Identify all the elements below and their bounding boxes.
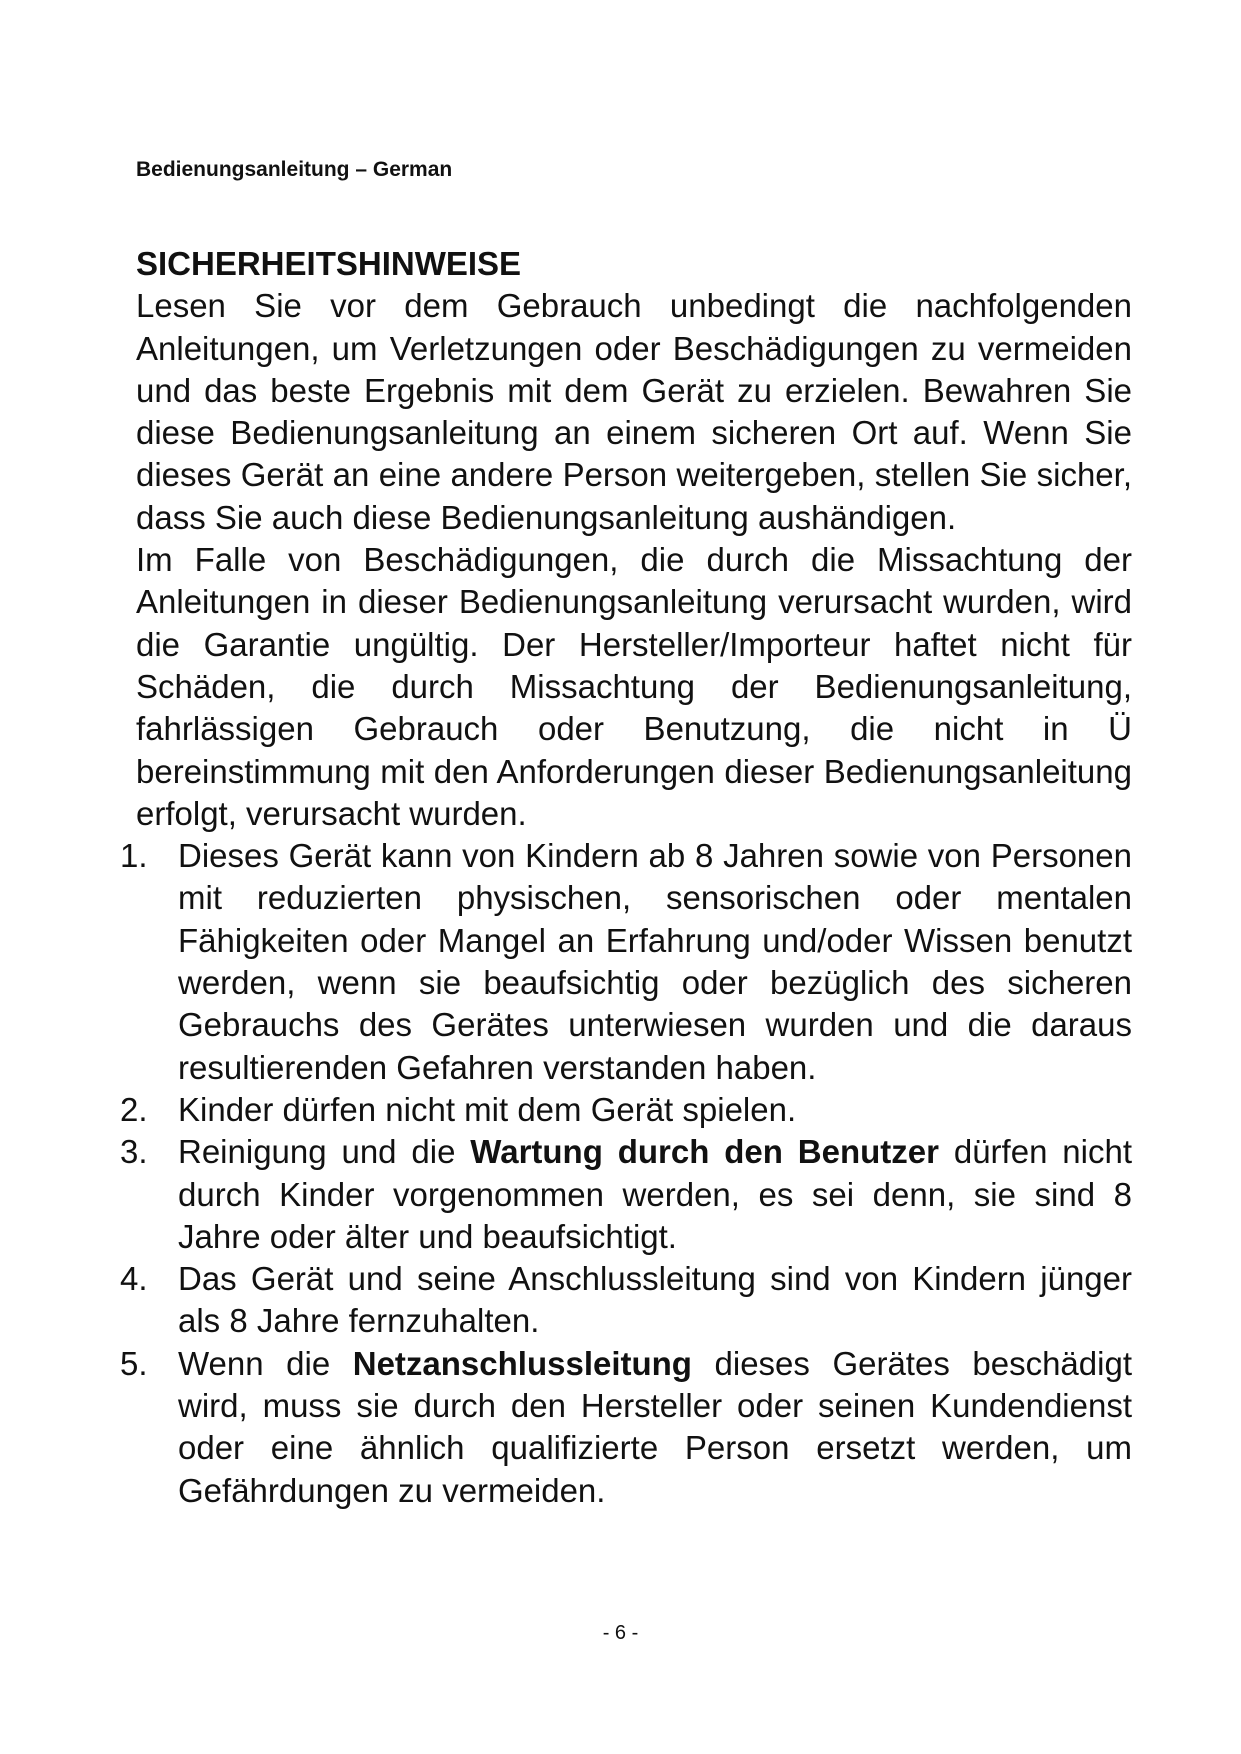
page-number: - 6 - [602,1622,639,1644]
safety-section [120,243,1132,1512]
list-item [120,1089,1132,1131]
list-item [120,1343,1132,1512]
running-header: Bedienungsanleitung – German [136,158,453,181]
list-item-number: 1. [120,837,148,875]
list-item [120,1131,1132,1258]
list-item-text-before: Wenn die [178,1344,353,1382]
list-item-text: Kinder dürfen nicht mit dem Gerät spielen. [178,1090,797,1128]
list-item-number: 3. [120,1133,148,1171]
list-item-bold-term: Wartung durch den Benutzer [470,1133,939,1171]
list-item [120,1258,1132,1343]
intro-paragraph: Lesen Sie vor dem Gebrauch unbedingt die nachfolgenden Anleitungen, um Verletzungen oder Beschädigungen zu vermeiden und das beste Ergebnis mit dem Gerät zu erzielen. Bewahren Sie diese Bedienungsanleitung an einem sicheren Ort auf. Wenn Sie dieses Gerät an eine andere Person weitergeben, stellen Sie sicher, dass Sie auch diese Bedienungsanleitung aushändigen. [136,287,1132,536]
list-item-text-before: Reinigung und die [178,1133,471,1171]
list-item-number: 2. [120,1090,148,1128]
list-item-text: Dieses Gerät kann von Kindern ab 8 Jahren sowie von Personen mit reduzierten physischen, sensorischen oder mentalen Fähigkeiten oder Mangel an Erfahrung und/oder Wissen benutzt werden, wenn sie beaufsichtig oder bezüglich des sicheren Gebrauchs des Gerätes unterwiesen wurden und die daraus resultierenden Gefahren verstanden haben. [178,837,1132,1086]
list-item-number: 4. [120,1260,148,1298]
list-item-text-after: dürfen nicht durch Kinder vorgenommen werden, es sei denn, sie sind 8 Jahre oder älter und beaufsichtigt. [178,1133,1132,1255]
list-item-text-after: dieses Gerätes beschädigt wird, muss sie durch den Hersteller oder seinen Kundendienst oder eine ähnlich qualifizierte Person ersetzt werden, um Gefährdungen zu vermeiden. [178,1344,1132,1509]
list-item-text: Das Gerät und seine Anschlussleitung sind von Kindern jünger als 8 Jahre fernzuhalten. [178,1260,1132,1340]
section-title: SICHERHEITSHINWEISE [136,245,522,282]
warranty-paragraph: Im Falle von Beschädigungen, die durch die Missachtung der Anleitungen in dieser Bedienungsanleitung verursacht wurden, wird die Garantie ungültig. Der Hersteller/Importeur haftet nicht für Schäden, die durch Missachtung der Bedienungsanleitung, fahrlässigen Gebrauch oder Benutzung, die nicht in Ü bereinstimmung mit den Anforderungen dieser Bedienungsanleitung erfolgt, verursacht wurden. [136,541,1132,832]
list-item-bold-term: Netzanschlussleitung [352,1344,692,1382]
list-item-number: 5. [120,1344,148,1382]
list-item [120,835,1132,1089]
safety-list [120,835,1132,1512]
